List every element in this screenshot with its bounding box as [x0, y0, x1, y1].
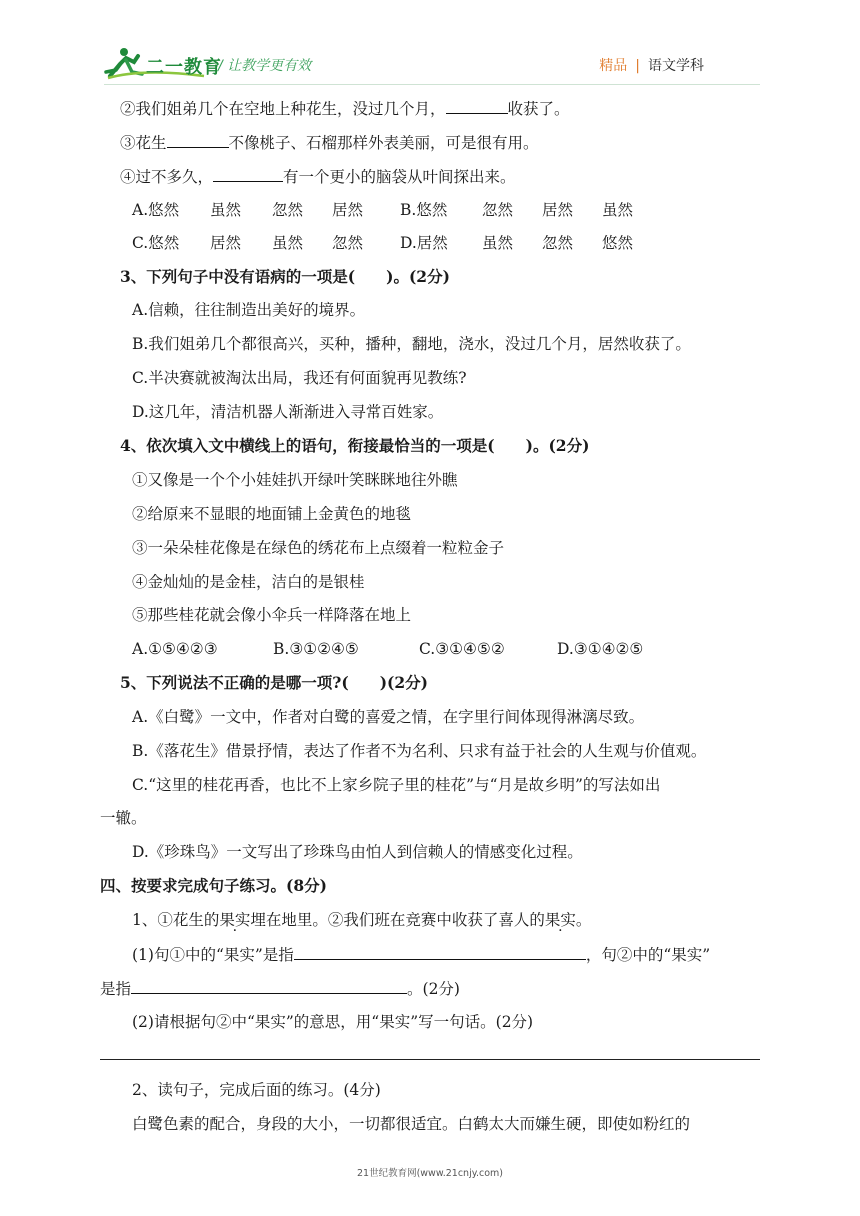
section-4-part-2: (2)请根据句②中“果实”的意思，用“果实”写一句话。(2分)	[132, 1013, 534, 1031]
q5-option-d[interactable]: D.《珍珠鸟》一文写出了珍珠鸟由怕人到信赖人的情感变化过程。	[132, 843, 583, 861]
option-d[interactable]: D.③①④②⑤	[557, 640, 644, 658]
option-b[interactable]: B.悠然	[400, 201, 448, 219]
q4-item-5: ⑤那些桂花就会像小伞兵一样降落在地上	[132, 606, 412, 624]
brand-name: 二一教育	[146, 57, 222, 78]
answer-blank[interactable]	[213, 165, 283, 182]
q2-sentence-3: ③花生 不像桃子、石榴那样外表美丽，可是很有用。	[120, 131, 539, 154]
option-b[interactable]: B.③①②④⑤	[273, 640, 359, 658]
option-c[interactable]: C.悠然	[132, 234, 180, 252]
answer-blank[interactable]	[167, 131, 229, 148]
option-c[interactable]: C.③①④⑤②	[419, 640, 505, 658]
q2-sentence-4: ④过不多久， 有一个更小的脑袋从叶间探出来。	[120, 165, 516, 188]
q5-title: 5、下列说法不正确的是哪一项?( )(2分)	[120, 673, 428, 692]
q2-options-row-2: C.悠然 居然 虽然 忽然 D.居然 虽然 忽然 悠然	[132, 234, 634, 252]
answer-line[interactable]	[100, 1059, 760, 1060]
subject-label: 语文学科	[648, 58, 704, 74]
q4-item-4: ④金灿灿的是金桂，洁白的是银桂	[132, 573, 365, 591]
passage-text: 白鹭色素的配合，身段的大小，一切都很适宜。白鹤太大而嫌生硬，即使如粉红的	[132, 1115, 691, 1133]
header-rule	[104, 84, 760, 85]
q5-option-a[interactable]: A.《白鹭》一文中，作者对白鹭的喜爱之情，在字里行间体现得淋漓尽致。	[132, 708, 645, 726]
q2-sentence-2: ②我们姐弟几个在空地上种花生，没过几个月， 收获了。	[120, 97, 570, 120]
section-4-sentence-1: 1、①花生的果实埋在地里。②我们班在竞赛中收获了喜人的果实。	[132, 911, 592, 929]
answer-blank[interactable]	[446, 97, 508, 114]
option-a[interactable]: A.①⑤④②③	[132, 640, 218, 658]
q3-option-b[interactable]: B.我们姐弟几个都很高兴，买种，播种，翻地，浇水，没过几个月，居然收获了。	[132, 335, 691, 353]
q3-option-d[interactable]: D.这几年，清洁机器人渐渐进入寻常百姓家。	[132, 403, 444, 421]
answer-blank[interactable]	[294, 943, 586, 960]
header-divider: |	[635, 58, 640, 74]
q4-options	[132, 638, 643, 660]
page-header	[0, 0, 860, 88]
header-tags	[599, 55, 704, 75]
q4-item-1: ①又像是一个个小娃娃扒开绿叶笑眯眯地往外瞧	[132, 471, 458, 489]
emphasis-word: 果实	[219, 911, 251, 929]
q4-title: 4、依次填入文中横线上的语句，衔接最恰当的一项是( )。(2分)	[120, 436, 590, 455]
q4-item-2: ②给原来不显眼的地面铺上金黄色的地毯	[132, 505, 412, 523]
section-4-part-1: (1)句①中的“果实”是指 ，句②中的“果实”	[132, 943, 710, 966]
q3-option-a[interactable]: A.信赖，往往制造出美好的境界。	[132, 301, 366, 319]
q3-title: 3、下列句子中没有语病的一项是( )。(2分)	[120, 267, 450, 286]
q5-option-b[interactable]: B.《落花生》借景抒情，表达了作者不为名利、只求有益于社会的人生观与价值观。	[132, 742, 707, 760]
answer-blank[interactable]	[131, 977, 407, 994]
brand-slogan: / 让教学更有效	[218, 58, 312, 74]
section-4-title: 四、按要求完成句子练习。(8分)	[100, 876, 327, 895]
quality-tag: 精品	[599, 58, 628, 74]
q5-option-c[interactable]: C.“这里的桂花再香，也比不上家乡院子里的桂花”与“月是故乡明”的写法如出	[132, 776, 661, 794]
section-4-sentence-2: 2、读句子，完成后面的练习。(4分)	[132, 1081, 381, 1099]
q2-options-row-1: A.悠然 虽然 忽然 居然 B.悠然 忽然 居然 虽然	[132, 201, 634, 219]
emphasis-word: 果实	[544, 911, 576, 929]
option-d[interactable]: D.居然	[400, 234, 448, 252]
q3-option-c[interactable]: C.半决赛就被淘汰出局，我还有何面貌再见教练?	[132, 369, 467, 387]
page-footer: 21世纪教育网(www.21cnjy.com)	[356, 1168, 503, 1179]
section-4-part-1-cont: 是指 。(2分)	[100, 977, 460, 1000]
q4-item-3: ③一朵朵桂花像是在绿色的绣花布上点缀着一粒粒金子	[132, 539, 505, 557]
option-a[interactable]: A.悠然	[132, 201, 180, 219]
q5-option-c-cont: 一辙。	[100, 809, 147, 827]
